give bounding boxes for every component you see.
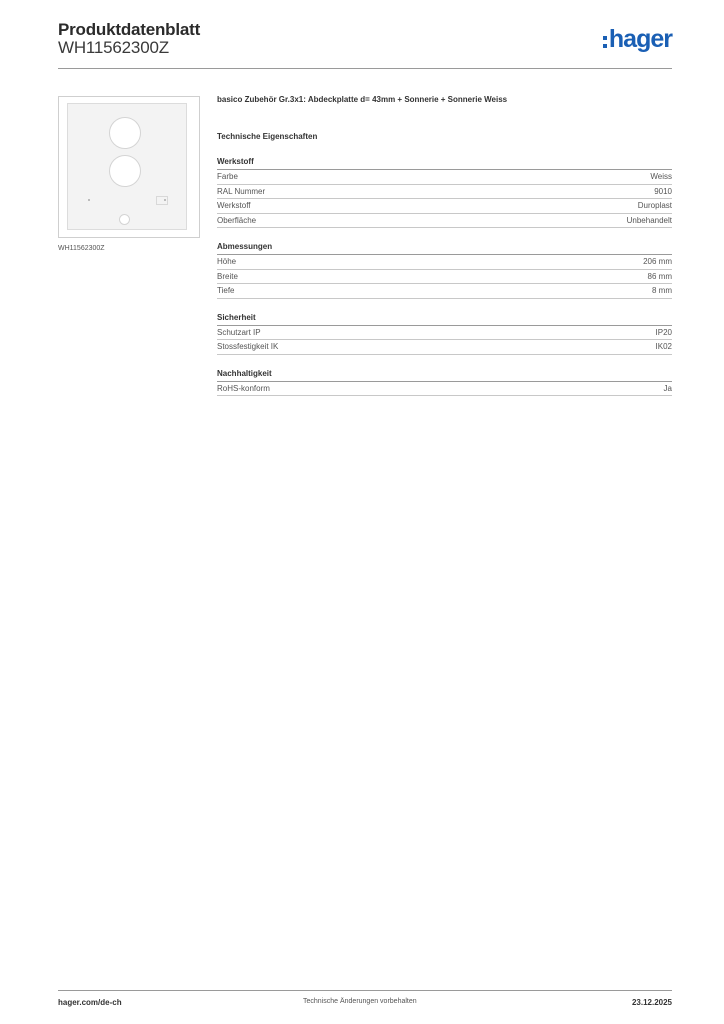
- product-image: [58, 96, 200, 238]
- section-sicherheit: [217, 312, 672, 355]
- property-label: RAL Nummer: [217, 186, 266, 196]
- property-value: Duroplast: [637, 201, 672, 210]
- section-title: Sicherheit: [217, 312, 672, 326]
- product-details: [217, 94, 672, 396]
- property-label: RoHS-konform: [217, 383, 270, 393]
- footer-date: 23.12.2025: [631, 998, 672, 1007]
- property-row: [217, 170, 672, 185]
- product-code: WH11562300Z: [58, 38, 169, 57]
- section-title: Abmessungen: [217, 241, 672, 255]
- property-label: Oberfläche: [217, 215, 257, 225]
- tech-heading: Technische Eigenschaften: [217, 132, 318, 141]
- property-row: [217, 326, 672, 341]
- property-row: [217, 284, 672, 299]
- logo-colon-icon: [603, 36, 607, 48]
- footer-divider: [58, 990, 672, 991]
- image-caption: WH11562300Z: [58, 245, 105, 252]
- property-label: Farbe: [217, 172, 238, 181]
- section-abmessungen: [217, 241, 672, 299]
- property-row: [217, 382, 672, 397]
- hager-logo[interactable]: [603, 27, 672, 52]
- footer-disclaimer: Technische Änderungen vorbehalten: [303, 998, 417, 1005]
- property-row: [217, 185, 672, 200]
- property-label: Tiefe: [217, 286, 235, 295]
- property-value: Ja: [663, 383, 672, 393]
- property-value: Weiss: [650, 172, 672, 181]
- property-label: Höhe: [217, 257, 237, 266]
- property-label: Stossfestigkeit IK: [217, 342, 279, 351]
- property-value: 8 mm: [652, 286, 672, 295]
- property-row: [217, 255, 672, 270]
- logo-text: hager: [608, 25, 672, 53]
- property-value: 86 mm: [647, 271, 672, 281]
- property-row: [217, 340, 672, 355]
- property-value: Unbehandelt: [626, 215, 672, 225]
- property-value: IK02: [655, 342, 672, 351]
- property-row: [217, 214, 672, 229]
- property-value: 9010: [654, 186, 672, 196]
- property-label: Breite: [217, 271, 238, 281]
- property-label: Werkstoff: [217, 201, 251, 210]
- property-label: Schutzart IP: [217, 327, 261, 337]
- property-value: IP20: [655, 327, 672, 337]
- doc-title: Produktdatenblatt: [58, 20, 201, 39]
- section-nachhaltigkeit: [217, 368, 672, 397]
- section-title: Werkstoff: [217, 156, 672, 170]
- property-row: [217, 199, 672, 214]
- section-title: Nachhaltigkeit: [217, 368, 672, 382]
- property-row: [217, 270, 672, 285]
- footer-website-link[interactable]: hager.com/de-ch: [58, 998, 122, 1007]
- cover-plate-icon: [67, 103, 187, 230]
- section-werkstoff: [217, 156, 672, 228]
- property-value: 206 mm: [643, 257, 672, 266]
- product-description: basico Zubehör Gr.3x1: Abdeckplatte d= 43mm + Sonnerie + Sonnerie Weiss: [217, 95, 508, 104]
- header-divider: [58, 68, 672, 69]
